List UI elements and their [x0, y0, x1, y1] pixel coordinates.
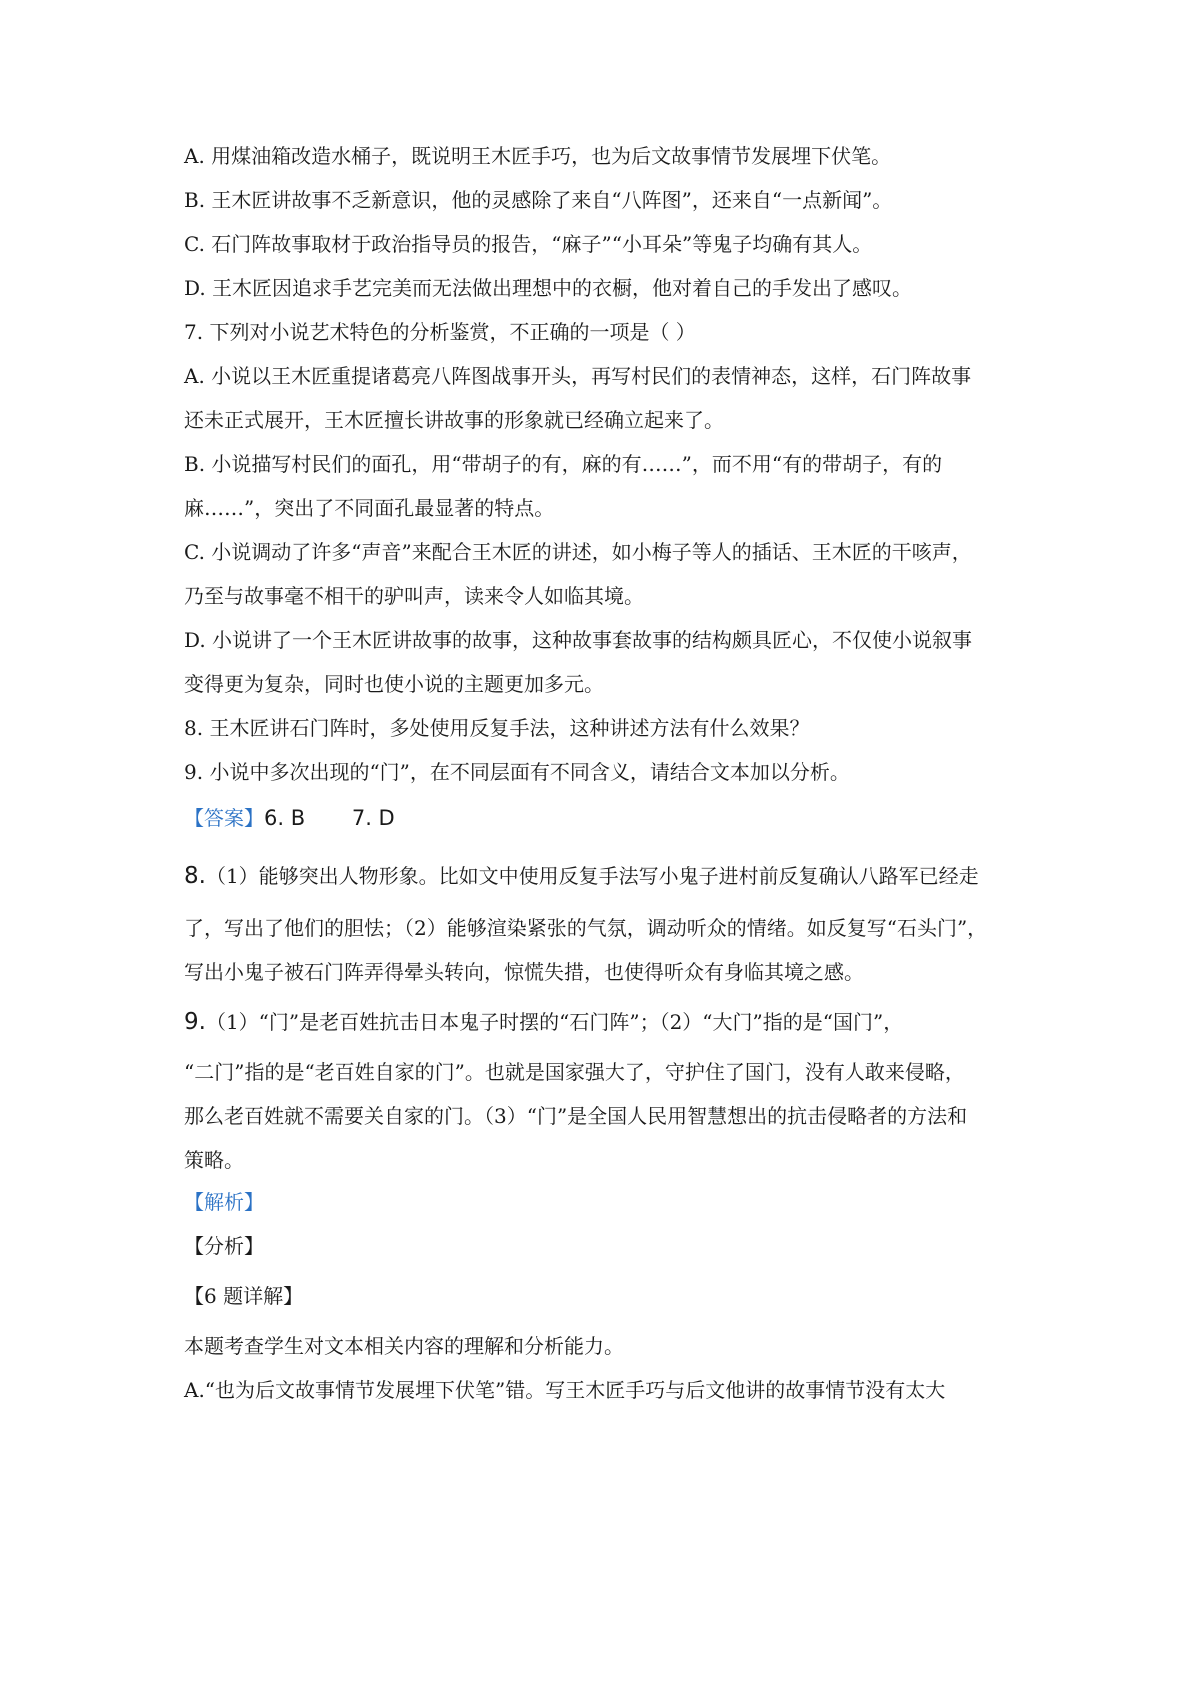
q7-option-c-line1: C. 小说调动了许多“声音”来配合王木匠的讲述，如小梅子等人的插话、王木匠的干咳声， [184, 540, 972, 564]
q6-option-d: D. 王木匠因追求手艺完美而无法做出理想中的衣橱，他对着自己的手发出了感叹。 [184, 276, 913, 300]
answer-line [184, 806, 395, 830]
q6-detail-heading: 【6 题详解】 [184, 1284, 304, 1308]
ans9-line2: “二门”指的是“老百姓自家的门”。也就是国家强大了，守护住了国门，没有人敢来侵略， [184, 1060, 965, 1084]
answer-label: 【答案】 [184, 806, 264, 830]
ans8-line2: 了，写出了他们的胆怯；（2）能够渲染紧张的气氛，调动听众的情绪。如反复写“石头门”， [184, 916, 988, 940]
ans8-number: 8. [184, 863, 206, 889]
ans8-line3: 写出小鬼子被石门阵弄得晕头转向，惊慌失措，也使得听众有身临其境之感。 [184, 960, 864, 984]
fenxi-heading: 【分析】 [184, 1234, 264, 1258]
ans9-line1 [184, 1010, 903, 1034]
q6-option-b: B. 王木匠讲故事不乏新意识，他的灵感除了来自“八阵图”，还来自“一点新闻”。 [184, 188, 893, 212]
q7-option-c-line2: 乃至与故事毫不相干的驴叫声，读来令人如临其境。 [184, 584, 644, 608]
ans9-text-line1: （1）“门”是老百姓抗击日本鬼子时摆的“石门阵”；（2）“大门”指的是“国门”， [205, 1010, 904, 1034]
ans9-line4: 策略。 [184, 1148, 244, 1172]
ans8-text-line1: （1）能够突出人物形象。比如文中使用反复手法写小鬼子进村前反复确认八路军已经走 [205, 864, 979, 888]
q9-stem: 9. 小说中多次出现的“门”，在不同层面有不同含义，请结合文本加以分析。 [184, 760, 850, 784]
q7-option-d-line2: 变得更为复杂，同时也使小说的主题更加多元。 [184, 672, 604, 696]
q8-stem: 8. 王木匠讲石门阵时，多处使用反复手法，这种讲述方法有什么效果？ [184, 716, 810, 740]
q7-stem: 7. 下列对小说艺术特色的分析鉴赏，不正确的一项是（ ） [184, 320, 696, 344]
q6-option-c: C. 石门阵故事取材于政治指导员的报告，“麻子”“小耳朵”等鬼子均确有其人。 [184, 232, 873, 256]
detail-intro: 本题考查学生对文本相关内容的理解和分析能力。 [184, 1334, 624, 1358]
jiexi-heading: 【解析】 [184, 1190, 264, 1214]
q7-option-a-line1: A. 小说以王木匠重提诸葛亮八阵图战事开头，再写村民们的表情神态，这样，石门阵故事 [184, 364, 972, 388]
q7-option-d-line1: D. 小说讲了一个王木匠讲故事的故事，这种故事套故事的结构颇具匠心，不仅使小说叙事 [184, 628, 973, 652]
ans9-number: 9. [184, 1009, 206, 1035]
q7-option-a-line2: 还未正式展开，王木匠擅长讲故事的形象就已经确立起来了。 [184, 408, 724, 432]
ans8-line1 [184, 864, 979, 888]
q6-option-a: A. 用煤油箱改造水桶子，既说明王木匠手巧，也为后文故事情节发展埋下伏笔。 [184, 144, 892, 168]
q7-option-b-line1: B. 小说描写村民们的面孔，用“带胡子的有，麻的有……”，而不用“有的带胡子，有的 [184, 452, 943, 476]
ans9-line3: 那么老百姓就不需要关自家的门。（3）“门”是全国人民用智慧想出的抗击侵略者的方法和 [184, 1104, 968, 1128]
q7-option-b-line2: 麻……”，突出了不同面孔最显著的特点。 [184, 496, 555, 520]
answer-value: 6. B 7. D [264, 806, 395, 830]
detail-option-a: A.“也为后文故事情节发展埋下伏笔”错。写王木匠手巧与后文他讲的故事情节没有太大 [184, 1378, 946, 1402]
